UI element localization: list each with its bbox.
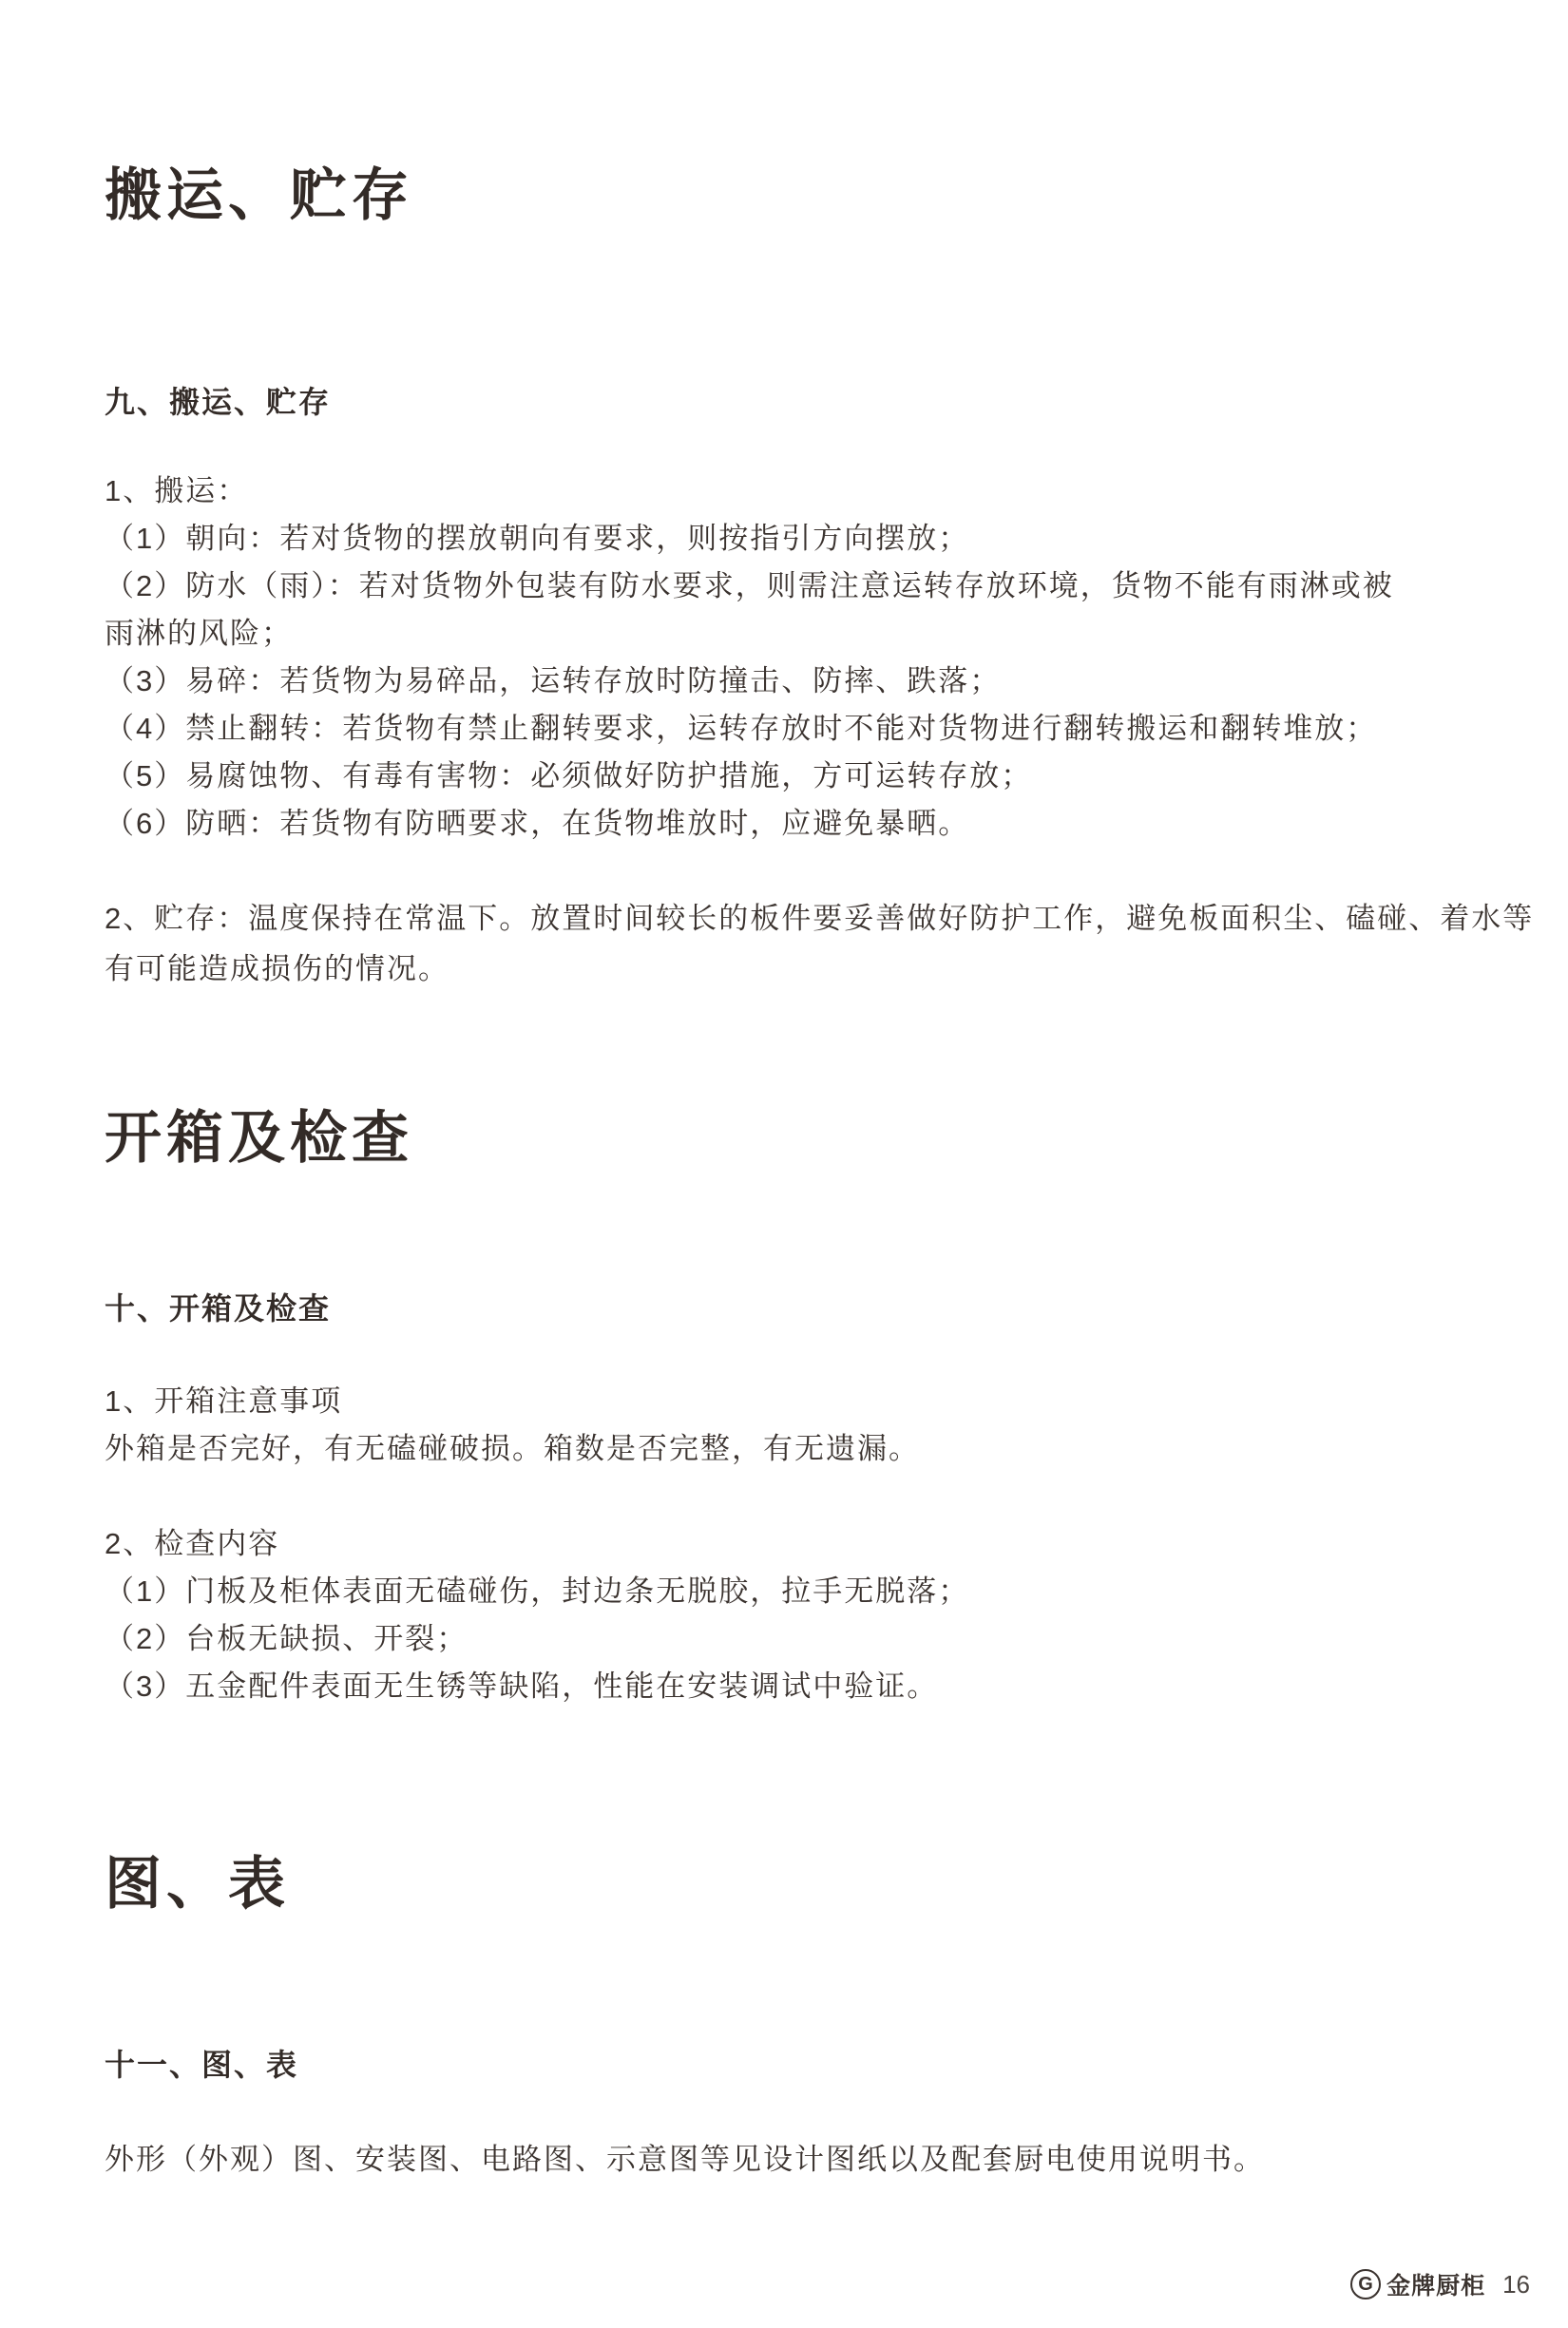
list-item: （4）禁止翻转：若货物有禁止翻转要求，运转存放时不能对货物进行翻转搬运和翻转堆放； [105,712,1378,745]
list-item: （1）门板及柜体表面无磕碰伤，封边条无脱胶，拉手无脱落； [105,1574,970,1608]
section2-heading: 十、开箱及检查 [105,1291,332,1326]
list-item: （2）防水（雨）：若对货物外包装有防水要求，则需注意运转存放环境，货物不能有雨淋或被 [105,569,1394,602]
section2-sub1-title: 1、开箱注意事项 [105,1384,343,1418]
list-item: （1）朝向：若对货物的摆放朝向有要求，则按指引方向摆放； [105,522,970,555]
paragraph-line: 有可能造成损伤的情况。 [105,952,449,985]
list-item: （3）五金配件表面无生锈等缺陷，性能在安装调试中验证。 [105,1670,939,1703]
section1-heading: 九、搬运、贮存 [105,385,332,419]
section2-sub2-title: 2、检查内容 [105,1527,280,1560]
section3-text: 外形（外观）图、安装图、电路图、示意图等见设计图纸以及配套厨电使用说明书。 [105,2143,1265,2176]
brand-name: 金牌厨柜 [1386,2273,1486,2299]
section1-intro: 1、搬运： [105,474,249,507]
section2-title: 开箱及检查 [105,1106,413,1170]
page-footer [1350,2267,1530,2301]
brand-logo-icon: G [1350,2269,1381,2299]
section2-sub1-text: 外箱是否完好，有无磕碰破损。箱数是否完整，有无遗漏。 [105,1432,920,1465]
section2-item-list [105,1568,969,1710]
page-number: 16 [1502,2269,1530,2299]
section1-item-list [105,515,1394,848]
section3-heading: 十一、图、表 [105,2048,299,2082]
storage-paragraph [105,893,1534,994]
list-item: （6）防晒：若货物有防晒要求，在货物堆放时，应避免暴晒。 [105,807,970,840]
section3-title: 图、表 [105,1852,290,1916]
paragraph-line: 2、贮存：温度保持在常温下。放置时间较长的板件要妥善做好防护工作，避免板面积尘、磕碰、着水等 [105,902,1535,935]
list-item: （5）易腐蚀物、有毒有害物：必须做好防护措施，方可运转存放； [105,759,1033,792]
list-item: 雨淋的风险； [105,617,293,650]
section1-title: 搬运、贮存 [105,163,413,227]
list-item: （3）易碎：若货物为易碎品，运转存放时防撞击、防摔、跌落； [105,664,1002,697]
list-item: （2）台板无缺损、开裂； [105,1622,468,1655]
